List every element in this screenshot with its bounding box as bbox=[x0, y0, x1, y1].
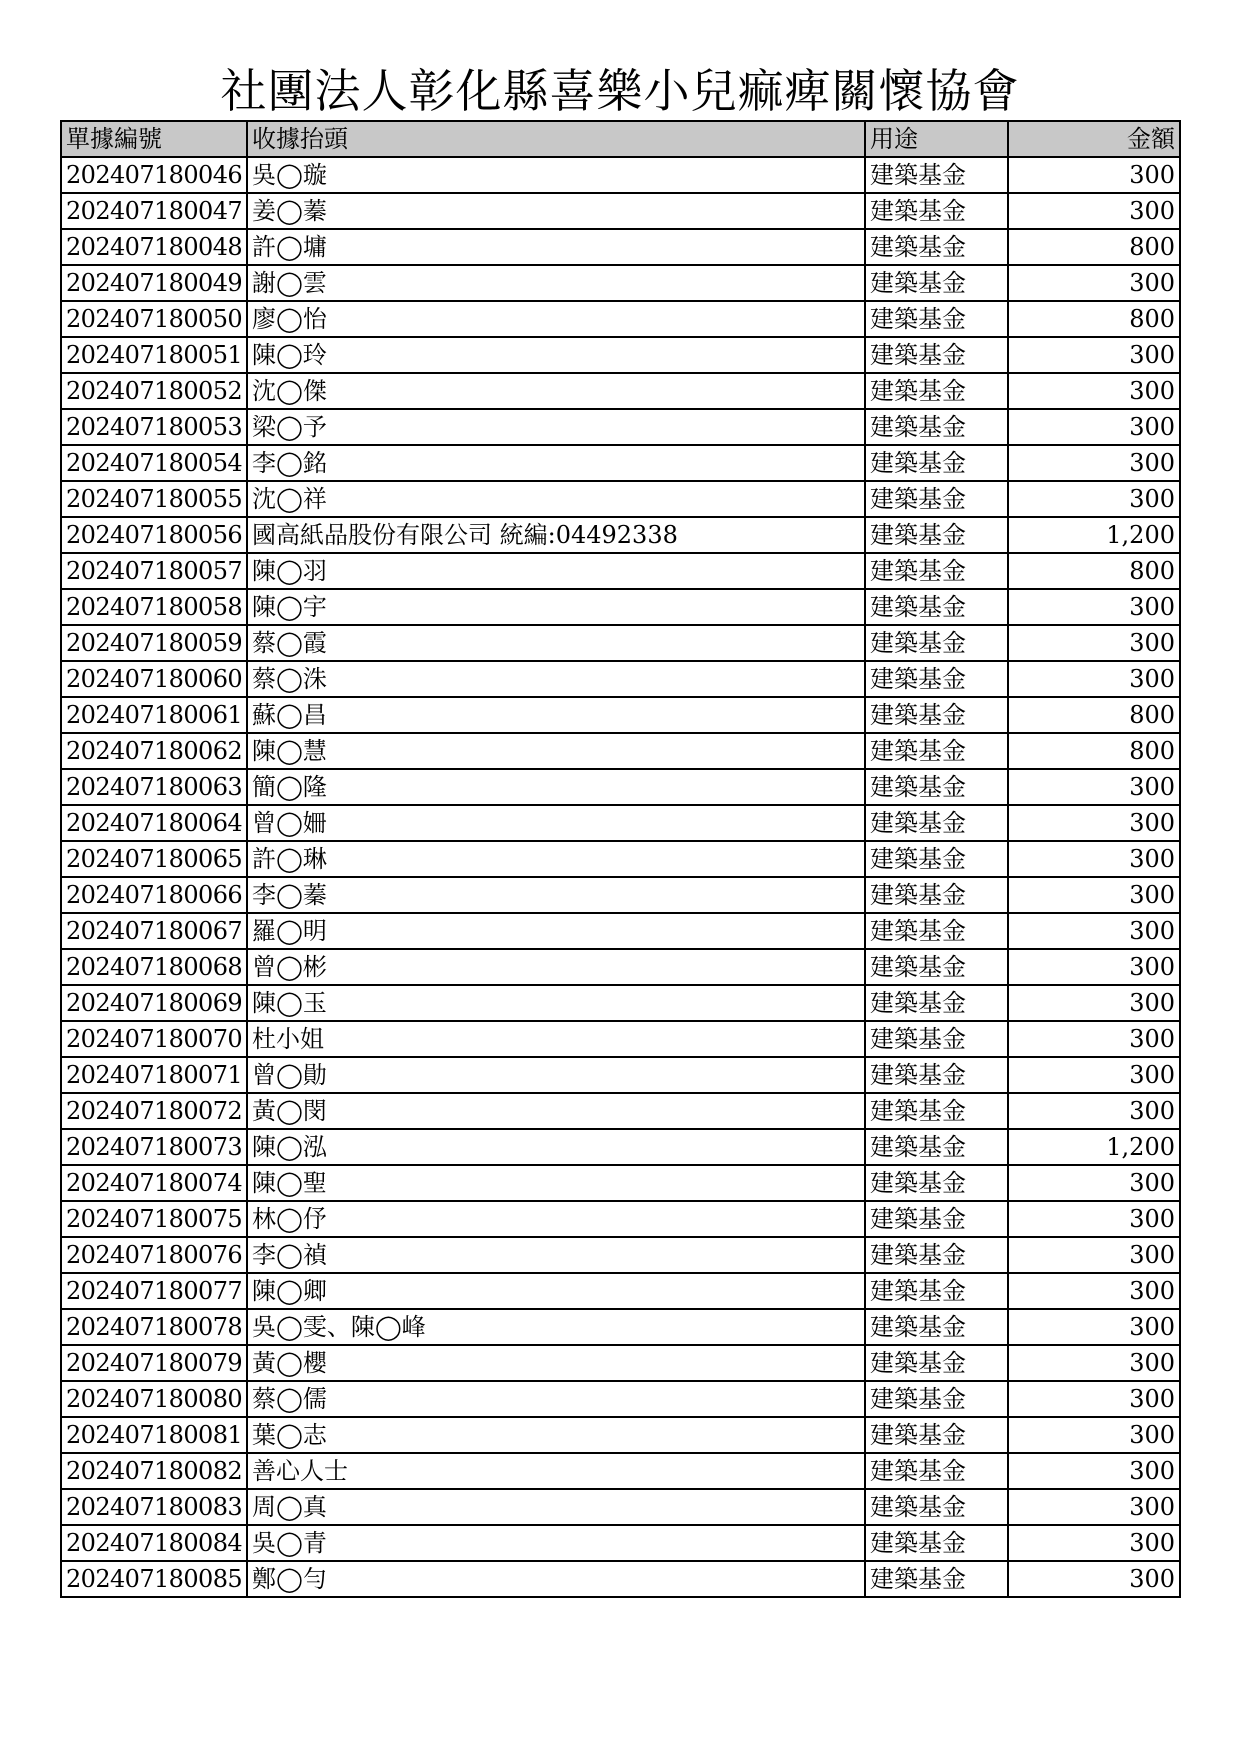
receipt-number-cell: 202407180048 bbox=[61, 229, 247, 265]
purpose-cell: 建築基金 bbox=[865, 409, 1008, 445]
table-row bbox=[61, 1237, 1180, 1273]
header-receipt-number: 單據編號 bbox=[61, 121, 247, 157]
receipt-title-cell: 羅◯明 bbox=[247, 913, 865, 949]
receipt-title-cell: 沈◯傑 bbox=[247, 373, 865, 409]
receipt-number-cell: 202407180069 bbox=[61, 985, 247, 1021]
amount-cell: 300 bbox=[1008, 1381, 1180, 1417]
receipt-number-cell: 202407180066 bbox=[61, 877, 247, 913]
amount-cell: 300 bbox=[1008, 1165, 1180, 1201]
table-row bbox=[61, 301, 1180, 337]
amount-cell: 300 bbox=[1008, 769, 1180, 805]
table-row bbox=[61, 1201, 1180, 1237]
receipt-title-cell: 曾◯姍 bbox=[247, 805, 865, 841]
purpose-cell: 建築基金 bbox=[865, 1417, 1008, 1453]
amount-cell: 300 bbox=[1008, 1417, 1180, 1453]
receipt-title-cell: 吳◯青 bbox=[247, 1525, 865, 1561]
amount-cell: 300 bbox=[1008, 1453, 1180, 1489]
receipt-title-cell: 林◯伃 bbox=[247, 1201, 865, 1237]
amount-cell: 300 bbox=[1008, 985, 1180, 1021]
receipt-title-cell: 曾◯彬 bbox=[247, 949, 865, 985]
receipt-number-cell: 202407180050 bbox=[61, 301, 247, 337]
receipt-title-cell: 善心人士 bbox=[247, 1453, 865, 1489]
receipt-number-cell: 202407180068 bbox=[61, 949, 247, 985]
amount-cell: 300 bbox=[1008, 1525, 1180, 1561]
amount-cell: 300 bbox=[1008, 337, 1180, 373]
table-row bbox=[61, 1165, 1180, 1201]
purpose-cell: 建築基金 bbox=[865, 877, 1008, 913]
table-row bbox=[61, 1129, 1180, 1165]
table-row bbox=[61, 985, 1180, 1021]
amount-cell: 300 bbox=[1008, 841, 1180, 877]
purpose-cell: 建築基金 bbox=[865, 157, 1008, 193]
purpose-cell: 建築基金 bbox=[865, 1021, 1008, 1057]
receipt-table bbox=[60, 120, 1181, 1598]
amount-cell: 300 bbox=[1008, 1201, 1180, 1237]
receipt-title-cell: 鄭◯勻 bbox=[247, 1561, 865, 1597]
receipt-number-cell: 202407180084 bbox=[61, 1525, 247, 1561]
table-row bbox=[61, 877, 1180, 913]
amount-cell: 800 bbox=[1008, 229, 1180, 265]
table-row bbox=[61, 229, 1180, 265]
amount-cell: 300 bbox=[1008, 265, 1180, 301]
table-row bbox=[61, 769, 1180, 805]
purpose-cell: 建築基金 bbox=[865, 373, 1008, 409]
receipt-number-cell: 202407180085 bbox=[61, 1561, 247, 1597]
table-row bbox=[61, 625, 1180, 661]
receipt-title-cell: 國高紙品股份有限公司 統編:04492338 bbox=[247, 517, 865, 553]
receipt-title-cell: 許◯墉 bbox=[247, 229, 865, 265]
purpose-cell: 建築基金 bbox=[865, 229, 1008, 265]
receipt-number-cell: 202407180071 bbox=[61, 1057, 247, 1093]
receipt-title-cell: 梁◯予 bbox=[247, 409, 865, 445]
table-row bbox=[61, 949, 1180, 985]
receipt-number-cell: 202407180067 bbox=[61, 913, 247, 949]
receipt-title-cell: 姜◯蓁 bbox=[247, 193, 865, 229]
receipt-number-cell: 202407180079 bbox=[61, 1345, 247, 1381]
purpose-cell: 建築基金 bbox=[865, 1345, 1008, 1381]
amount-cell: 800 bbox=[1008, 733, 1180, 769]
receipt-number-cell: 202407180061 bbox=[61, 697, 247, 733]
table-row bbox=[61, 1381, 1180, 1417]
table-row bbox=[61, 409, 1180, 445]
table-header-row bbox=[61, 121, 1180, 157]
purpose-cell: 建築基金 bbox=[865, 985, 1008, 1021]
table-row bbox=[61, 1273, 1180, 1309]
table-row bbox=[61, 1093, 1180, 1129]
purpose-cell: 建築基金 bbox=[865, 1201, 1008, 1237]
table-row bbox=[61, 157, 1180, 193]
amount-cell: 300 bbox=[1008, 805, 1180, 841]
receipt-number-cell: 202407180082 bbox=[61, 1453, 247, 1489]
purpose-cell: 建築基金 bbox=[865, 913, 1008, 949]
receipt-number-cell: 202407180059 bbox=[61, 625, 247, 661]
purpose-cell: 建築基金 bbox=[865, 1093, 1008, 1129]
receipt-number-cell: 202407180065 bbox=[61, 841, 247, 877]
amount-cell: 800 bbox=[1008, 697, 1180, 733]
receipt-number-cell: 202407180060 bbox=[61, 661, 247, 697]
table-row bbox=[61, 1417, 1180, 1453]
receipt-title-cell: 黃◯櫻 bbox=[247, 1345, 865, 1381]
purpose-cell: 建築基金 bbox=[865, 1129, 1008, 1165]
purpose-cell: 建築基金 bbox=[865, 1273, 1008, 1309]
receipt-title-cell: 李◯禎 bbox=[247, 1237, 865, 1273]
amount-cell: 300 bbox=[1008, 1093, 1180, 1129]
table-row bbox=[61, 805, 1180, 841]
purpose-cell: 建築基金 bbox=[865, 1561, 1008, 1597]
receipt-number-cell: 202407180072 bbox=[61, 1093, 247, 1129]
table-row bbox=[61, 661, 1180, 697]
table-row bbox=[61, 1309, 1180, 1345]
amount-cell: 300 bbox=[1008, 1561, 1180, 1597]
amount-cell: 300 bbox=[1008, 445, 1180, 481]
receipt-number-cell: 202407180058 bbox=[61, 589, 247, 625]
purpose-cell: 建築基金 bbox=[865, 193, 1008, 229]
receipt-number-cell: 202407180075 bbox=[61, 1201, 247, 1237]
receipt-number-cell: 202407180056 bbox=[61, 517, 247, 553]
amount-cell: 800 bbox=[1008, 553, 1180, 589]
receipt-number-cell: 202407180049 bbox=[61, 265, 247, 301]
receipt-number-cell: 202407180083 bbox=[61, 1489, 247, 1525]
amount-cell: 300 bbox=[1008, 589, 1180, 625]
table-row bbox=[61, 1525, 1180, 1561]
receipt-number-cell: 202407180073 bbox=[61, 1129, 247, 1165]
amount-cell: 300 bbox=[1008, 409, 1180, 445]
purpose-cell: 建築基金 bbox=[865, 481, 1008, 517]
receipt-number-cell: 202407180064 bbox=[61, 805, 247, 841]
purpose-cell: 建築基金 bbox=[865, 337, 1008, 373]
table-row bbox=[61, 1453, 1180, 1489]
receipt-title-cell: 陳◯玲 bbox=[247, 337, 865, 373]
amount-cell: 300 bbox=[1008, 625, 1180, 661]
table-row bbox=[61, 841, 1180, 877]
header-amount: 金額 bbox=[1008, 121, 1180, 157]
table-row bbox=[61, 1561, 1180, 1597]
receipt-number-cell: 202407180053 bbox=[61, 409, 247, 445]
receipt-number-cell: 202407180080 bbox=[61, 1381, 247, 1417]
table-row bbox=[61, 697, 1180, 733]
amount-cell: 800 bbox=[1008, 301, 1180, 337]
purpose-cell: 建築基金 bbox=[865, 301, 1008, 337]
receipt-title-cell: 蘇◯昌 bbox=[247, 697, 865, 733]
purpose-cell: 建築基金 bbox=[865, 1309, 1008, 1345]
receipt-title-cell: 許◯琳 bbox=[247, 841, 865, 877]
receipt-title-cell: 黃◯閔 bbox=[247, 1093, 865, 1129]
receipt-title-cell: 杜小姐 bbox=[247, 1021, 865, 1057]
receipt-title-cell: 謝◯雲 bbox=[247, 265, 865, 301]
purpose-cell: 建築基金 bbox=[865, 1237, 1008, 1273]
amount-cell: 300 bbox=[1008, 1021, 1180, 1057]
amount-cell: 300 bbox=[1008, 481, 1180, 517]
receipt-title-cell: 李◯銘 bbox=[247, 445, 865, 481]
receipt-title-cell: 陳◯泓 bbox=[247, 1129, 865, 1165]
table-row bbox=[61, 265, 1180, 301]
purpose-cell: 建築基金 bbox=[865, 841, 1008, 877]
receipt-title-cell: 廖◯怡 bbox=[247, 301, 865, 337]
table-row bbox=[61, 733, 1180, 769]
table-row bbox=[61, 193, 1180, 229]
receipt-title-cell: 陳◯卿 bbox=[247, 1273, 865, 1309]
table-row bbox=[61, 589, 1180, 625]
amount-cell: 300 bbox=[1008, 373, 1180, 409]
amount-cell: 1,200 bbox=[1008, 1129, 1180, 1165]
receipt-number-cell: 202407180057 bbox=[61, 553, 247, 589]
table-row bbox=[61, 1057, 1180, 1093]
receipt-number-cell: 202407180078 bbox=[61, 1309, 247, 1345]
receipt-title-cell: 蔡◯霞 bbox=[247, 625, 865, 661]
table-body bbox=[61, 157, 1180, 1597]
receipt-title-cell: 李◯蓁 bbox=[247, 877, 865, 913]
receipt-title-cell: 葉◯志 bbox=[247, 1417, 865, 1453]
receipt-number-cell: 202407180052 bbox=[61, 373, 247, 409]
header-receipt-title: 收據抬頭 bbox=[247, 121, 865, 157]
receipt-title-cell: 吳◯雯、陳◯峰 bbox=[247, 1309, 865, 1345]
receipt-number-cell: 202407180047 bbox=[61, 193, 247, 229]
purpose-cell: 建築基金 bbox=[865, 1057, 1008, 1093]
amount-cell: 300 bbox=[1008, 1345, 1180, 1381]
purpose-cell: 建築基金 bbox=[865, 265, 1008, 301]
receipt-title-cell: 簡◯隆 bbox=[247, 769, 865, 805]
purpose-cell: 建築基金 bbox=[865, 445, 1008, 481]
purpose-cell: 建築基金 bbox=[865, 805, 1008, 841]
purpose-cell: 建築基金 bbox=[865, 1381, 1008, 1417]
table-row bbox=[61, 373, 1180, 409]
amount-cell: 300 bbox=[1008, 1489, 1180, 1525]
amount-cell: 300 bbox=[1008, 1273, 1180, 1309]
amount-cell: 300 bbox=[1008, 913, 1180, 949]
purpose-cell: 建築基金 bbox=[865, 553, 1008, 589]
purpose-cell: 建築基金 bbox=[865, 1489, 1008, 1525]
receipt-title-cell: 蔡◯儒 bbox=[247, 1381, 865, 1417]
receipt-number-cell: 202407180054 bbox=[61, 445, 247, 481]
receipt-title-cell: 陳◯慧 bbox=[247, 733, 865, 769]
receipt-title-cell: 沈◯祥 bbox=[247, 481, 865, 517]
amount-cell: 300 bbox=[1008, 949, 1180, 985]
table-row bbox=[61, 1345, 1180, 1381]
table-row bbox=[61, 1489, 1180, 1525]
amount-cell: 300 bbox=[1008, 157, 1180, 193]
amount-cell: 300 bbox=[1008, 877, 1180, 913]
table-row bbox=[61, 553, 1180, 589]
amount-cell: 300 bbox=[1008, 1237, 1180, 1273]
purpose-cell: 建築基金 bbox=[865, 589, 1008, 625]
receipt-number-cell: 202407180062 bbox=[61, 733, 247, 769]
receipt-number-cell: 202407180046 bbox=[61, 157, 247, 193]
receipt-number-cell: 202407180055 bbox=[61, 481, 247, 517]
purpose-cell: 建築基金 bbox=[865, 1525, 1008, 1561]
purpose-cell: 建築基金 bbox=[865, 1165, 1008, 1201]
purpose-cell: 建築基金 bbox=[865, 661, 1008, 697]
receipt-number-cell: 202407180081 bbox=[61, 1417, 247, 1453]
purpose-cell: 建築基金 bbox=[865, 769, 1008, 805]
table-row bbox=[61, 481, 1180, 517]
receipt-number-cell: 202407180051 bbox=[61, 337, 247, 373]
receipt-title-cell: 吳◯璇 bbox=[247, 157, 865, 193]
purpose-cell: 建築基金 bbox=[865, 517, 1008, 553]
table-row bbox=[61, 913, 1180, 949]
table-row bbox=[61, 517, 1180, 553]
amount-cell: 1,200 bbox=[1008, 517, 1180, 553]
purpose-cell: 建築基金 bbox=[865, 625, 1008, 661]
receipt-title-cell: 陳◯聖 bbox=[247, 1165, 865, 1201]
amount-cell: 300 bbox=[1008, 661, 1180, 697]
receipt-number-cell: 202407180070 bbox=[61, 1021, 247, 1057]
purpose-cell: 建築基金 bbox=[865, 949, 1008, 985]
amount-cell: 300 bbox=[1008, 193, 1180, 229]
receipt-number-cell: 202407180063 bbox=[61, 769, 247, 805]
purpose-cell: 建築基金 bbox=[865, 697, 1008, 733]
receipt-number-cell: 202407180076 bbox=[61, 1237, 247, 1273]
receipt-title-cell: 陳◯宇 bbox=[247, 589, 865, 625]
receipt-number-cell: 202407180074 bbox=[61, 1165, 247, 1201]
page-title: 社團法人彰化縣喜樂小兒痲痺關懷協會 bbox=[220, 64, 1020, 118]
amount-cell: 300 bbox=[1008, 1057, 1180, 1093]
purpose-cell: 建築基金 bbox=[865, 733, 1008, 769]
table-row bbox=[61, 1021, 1180, 1057]
amount-cell: 300 bbox=[1008, 1309, 1180, 1345]
receipt-title-cell: 蔡◯洙 bbox=[247, 661, 865, 697]
table-row bbox=[61, 445, 1180, 481]
receipt-title-cell: 陳◯羽 bbox=[247, 553, 865, 589]
table-row bbox=[61, 337, 1180, 373]
purpose-cell: 建築基金 bbox=[865, 1453, 1008, 1489]
receipt-number-cell: 202407180077 bbox=[61, 1273, 247, 1309]
receipt-title-cell: 曾◯勛 bbox=[247, 1057, 865, 1093]
header-purpose: 用途 bbox=[865, 121, 1008, 157]
receipt-title-cell: 陳◯玉 bbox=[247, 985, 865, 1021]
receipt-title-cell: 周◯真 bbox=[247, 1489, 865, 1525]
